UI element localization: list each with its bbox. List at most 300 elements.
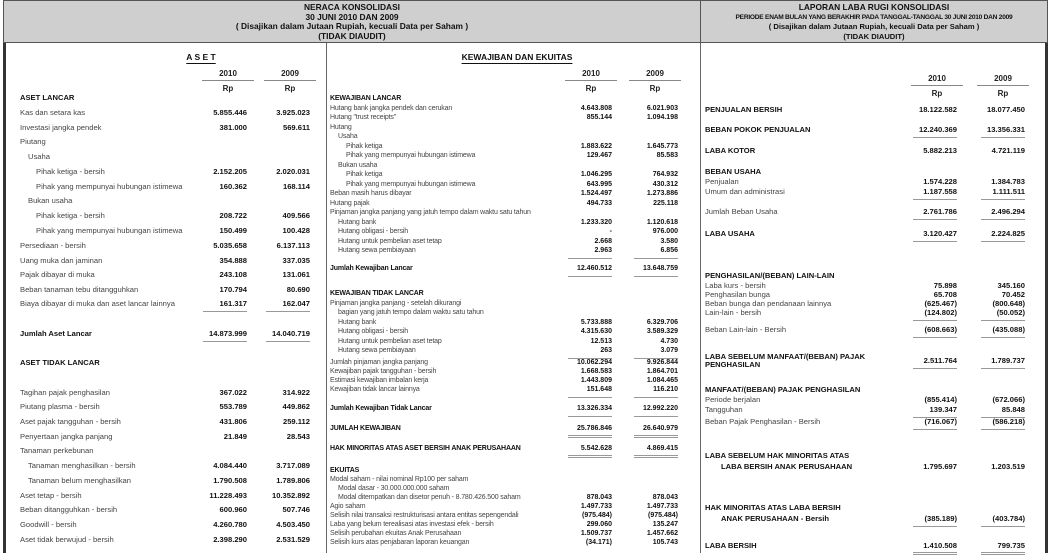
row-label: Persediaan - bersih <box>20 241 86 250</box>
statement-row <box>327 171 700 181</box>
currency-label: Rp <box>585 84 597 93</box>
row-value-2010: 14.873.999 <box>203 330 247 342</box>
statement-row <box>6 300 326 310</box>
row-label: Hutang bank jangka pendek dan cerukan <box>330 104 453 112</box>
row-label: Beban Pajak Penghasilan - Bersih <box>705 417 821 426</box>
statement-row <box>6 389 326 399</box>
row-value-2009: 3.079 <box>634 347 678 359</box>
row-value-2009: 26.640.979 <box>634 425 678 438</box>
row-label: HAK MINORITAS ATAS ASET BERSIH ANAK PERUSAHAAN <box>330 445 521 452</box>
row-value-2009: 799.735 <box>981 542 1025 555</box>
statement-row <box>701 515 1045 525</box>
statement-row <box>6 109 326 119</box>
currency-label: Rp <box>649 84 661 93</box>
row-label: Penjualan <box>705 177 739 186</box>
row-value-2010: 367.022 <box>219 388 247 397</box>
row-label: Beban masih harus dibayar <box>330 190 412 197</box>
row-value-2010: 2.511.764 <box>913 357 957 369</box>
statement-row <box>701 126 1045 136</box>
statement-row <box>6 418 326 428</box>
statement-row <box>6 492 326 502</box>
statement-row <box>6 447 326 457</box>
row-label: LABA BERSIH <box>705 541 757 550</box>
row-label: Tanaman menghasilkan - bersih <box>28 461 136 470</box>
income-audit: (TIDAK DIAUDIT) <box>843 31 905 41</box>
liabilities-panel <box>327 43 701 553</box>
row-value-2009: 430.312 <box>652 180 678 188</box>
row-value-2010: 25.786.846 <box>568 425 612 438</box>
row-value-2009: 4.503.450 <box>276 520 310 529</box>
statement-row <box>701 406 1045 416</box>
statement-row <box>327 290 700 300</box>
statement-row <box>327 265 700 275</box>
year-header-2010: 2010 <box>911 74 963 86</box>
row-label: Tanaman perkebunan <box>20 446 94 455</box>
statement-row <box>701 452 1045 462</box>
row-label: Goodwill - bersih <box>20 520 77 529</box>
row-value-2009: 105.743 <box>652 539 678 546</box>
row-value-2010: (124.802) <box>913 309 957 321</box>
row-value-2009: 162.047 <box>266 300 310 312</box>
statement-row <box>6 197 326 207</box>
row-value-2009: 449.862 <box>282 402 310 411</box>
statement-row <box>327 105 700 115</box>
row-label: Kas dan setara kas <box>20 108 86 117</box>
row-label: Hutang pajak <box>330 199 370 207</box>
row-label: Pajak dibayar di muka <box>20 270 95 279</box>
statement-row <box>6 168 326 178</box>
row-label: Hutang bank <box>338 318 377 326</box>
row-value-2009: (435.088) <box>981 326 1025 338</box>
row-value-2010: 18.122.582 <box>918 105 957 114</box>
row-value-2009: 10.352.892 <box>271 491 310 500</box>
row-value-2009: 12.992.220 <box>634 405 678 417</box>
row-value-2010: 12.240.369 <box>913 126 957 138</box>
row-value-2010: 243.108 <box>219 270 247 279</box>
row-label: Jumlah Kewajiban Tidak Lancar <box>330 405 432 412</box>
row-value-2009: 1.497.733 <box>646 503 678 510</box>
statement-row <box>6 183 326 193</box>
row-label: Pihak yang mempunyai hubungan istimewa <box>346 180 476 188</box>
row-value-2010: (34.171) <box>585 539 612 546</box>
income-note: ( Disajikan dalam Jutaan Rupiah, kecuali Data per Saham ) <box>768 22 980 32</box>
balance-sheet-header <box>3 0 701 43</box>
row-label: ASET LANCAR <box>20 93 75 102</box>
row-value-2009: 314.922 <box>282 388 310 397</box>
row-label: Laba yang belum terealisasi atas investasi efek - bersih <box>330 521 494 528</box>
row-value-2009: 2.224.825 <box>981 230 1025 242</box>
row-value-2009: 1.789.806 <box>276 476 310 485</box>
row-label: Pinjaman jangka panjang - setelah dikurangi <box>330 299 462 307</box>
row-label: Penyertaan jangka panjang <box>20 432 113 441</box>
row-label: LABA SEBELUM HAK MINORITAS ATAS <box>705 451 850 460</box>
statement-row <box>327 228 700 238</box>
row-value-2009: 1.111.511 <box>981 188 1025 200</box>
row-value-2010: 5.035.658 <box>213 241 247 250</box>
row-label: Hutang "trust receipts" <box>330 114 397 121</box>
currency-label: Rp <box>931 89 943 98</box>
row-label: Hutang obligasi - bersih <box>338 328 408 335</box>
statement-row <box>6 242 326 252</box>
row-label: Jumlah pinjaman jangka panjang <box>330 359 428 366</box>
row-label: Kewajiban pajak tangguhan - bersih <box>330 368 437 375</box>
row-label: Piutang plasma - bersih <box>20 402 100 411</box>
row-value-2009: 6.021.903 <box>646 104 678 112</box>
statement-row <box>701 230 1045 240</box>
statement-row <box>701 147 1045 157</box>
row-value-2009: 6.856 <box>634 247 678 259</box>
row-value-2010: (625.467) <box>924 299 957 308</box>
row-value-2010: 1.509.737 <box>580 530 612 537</box>
row-value-2009: 1.864.701 <box>646 368 678 375</box>
row-value-2009: 6.137.113 <box>276 241 310 250</box>
row-label: Lain-lain - bersih <box>705 308 762 317</box>
row-value-2009: 764.932 <box>652 171 678 178</box>
balance-date: 30 JUNI 2010 DAN 2009 <box>305 11 399 22</box>
row-value-2010: 2.152.205 <box>213 167 247 176</box>
statement-row <box>6 124 326 134</box>
row-label: Pihak yang mempunyai hubungan istimewa <box>36 182 183 191</box>
row-label: MANFAAT/(BEBAN) PAJAK PENGHASILAN <box>705 385 861 394</box>
statement-row <box>701 504 1045 514</box>
statement-row <box>327 181 700 191</box>
statement-row <box>6 138 326 148</box>
statement-row <box>327 209 700 219</box>
row-label: Beban Lain-lain - Bersih <box>705 325 787 334</box>
row-value-2009: 1.120.618 <box>646 218 678 226</box>
statement-row <box>701 542 1045 552</box>
row-value-2009: (672.066) <box>992 395 1025 404</box>
balance-note: ( Disajikan dalam Jutaan Rupiah, kecuali Data per Saham ) <box>235 21 469 32</box>
statement-row <box>327 539 700 549</box>
statement-row <box>6 521 326 531</box>
row-label: KEWAJIBAN TIDAK LANCAR <box>330 290 424 297</box>
statement-row <box>327 319 700 329</box>
statement-row <box>327 405 700 415</box>
row-value-2009: 507.746 <box>282 505 310 514</box>
statement-row <box>701 309 1045 319</box>
statement-row <box>327 219 700 229</box>
row-value-2010: 4.643.808 <box>580 104 612 112</box>
row-value-2010: 1.187.558 <box>913 188 957 200</box>
row-label: Hutang untuk pembelian aset tetap <box>338 237 442 245</box>
statement-row <box>327 386 700 396</box>
row-label: Hutang sewa pembiayaan <box>338 247 416 254</box>
row-value-2010: (975.484) <box>582 512 612 519</box>
statement-row <box>327 152 700 162</box>
statement-row <box>701 326 1045 336</box>
statement-row <box>701 396 1045 406</box>
row-value-2009: (50.052) <box>981 309 1025 321</box>
row-value-2009: (403.784) <box>981 515 1025 527</box>
row-label: Pihak yang mempunyai hubungan istimewa <box>36 226 183 235</box>
row-value-2010: 1.410.508 <box>913 542 957 555</box>
row-value-2010: 600.960 <box>219 505 247 514</box>
row-label: Kewajiban tidak lancar lainnya <box>330 386 420 393</box>
row-value-2010: 139.347 <box>913 406 957 418</box>
row-value-2010: 354.888 <box>219 256 247 265</box>
row-label: Bukan usaha <box>28 196 73 205</box>
row-label: Aset tetap - bersih <box>20 491 82 500</box>
row-label: Uang muka dan jaminan <box>20 256 103 265</box>
row-label: Tagihan pajak penghasilan <box>20 388 110 397</box>
row-value-2010: 161.317 <box>203 300 247 312</box>
row-label: LABA BERSIH ANAK PERUSAHAAN <box>721 462 853 471</box>
statement-row <box>327 114 700 124</box>
row-value-2009: 2.531.529 <box>276 535 310 544</box>
row-value-2009: 3.589.329 <box>646 328 678 335</box>
row-label: Jumlah Beban Usaha <box>705 207 778 216</box>
row-label: Hutang sewa pembiayaan <box>338 347 416 354</box>
row-value-2010: 1.524.497 <box>580 190 612 197</box>
row-label: Periode berjalan <box>705 395 761 404</box>
row-value-2009: 28.543 <box>286 432 310 441</box>
row-value-2010: - <box>609 228 612 235</box>
year-header-2010: 2010 <box>202 69 254 81</box>
row-value-2010: 208.722 <box>219 211 247 220</box>
row-value-2009: 13.356.331 <box>981 126 1025 138</box>
row-value-2009: (975.484) <box>648 512 678 519</box>
currency-label: Rp <box>222 84 234 93</box>
row-value-2009: 85.583 <box>656 152 678 159</box>
row-label: Biaya dibayar di muka dan aset lancar lainnya <box>20 299 175 308</box>
statement-row <box>701 418 1045 428</box>
row-value-2010: 878.043 <box>586 494 612 501</box>
row-label: Pihak ketiga - bersih <box>36 211 105 220</box>
statement-row <box>701 188 1045 198</box>
row-value-2009: 131.061 <box>282 270 310 279</box>
row-label: Selisih kurs atas penjabaran laporan keuangan <box>330 539 470 546</box>
year-header-2009: 2009 <box>629 69 681 81</box>
row-label: Estimasi kewajiban imbalan kerja <box>330 377 429 384</box>
row-value-2010: 855.144 <box>586 114 612 121</box>
row-label: LABA USAHA <box>705 229 755 238</box>
row-value-2009: 976.000 <box>652 228 678 235</box>
statement-row <box>327 133 700 143</box>
row-label: Modal ditempatkan dan disetor penuh - 8.780.426.500 saham <box>338 494 521 501</box>
row-value-2010: 643.995 <box>586 180 612 188</box>
row-value-2009: 2.496.294 <box>981 208 1025 220</box>
row-value-2010: 11.228.493 <box>209 491 247 500</box>
income-period: PERIODE ENAM BULAN YANG BERAKHIR PADA TANGGAL-TANGGAL 30 JUNI 2010 DAN 2009 <box>735 13 1013 21</box>
row-value-2010: 150.499 <box>219 226 247 235</box>
row-value-2010: 2.761.786 <box>913 208 957 220</box>
row-value-2009: (800.648) <box>992 299 1025 308</box>
year-header-2009: 2009 <box>977 74 1029 86</box>
row-value-2010: 129.467 <box>586 152 612 159</box>
year-header-2009: 2009 <box>264 69 316 81</box>
row-value-2009: 80.690 <box>286 285 310 294</box>
statement-row <box>6 462 326 472</box>
statement-row <box>327 124 700 134</box>
income-title: LAPORAN LABA RUGI KONSOLIDASI <box>798 2 950 12</box>
row-label: Hutang untuk pembelian aset tetap <box>338 337 442 345</box>
statement-row <box>6 257 326 267</box>
statement-row <box>701 208 1045 218</box>
row-value-2010: 4.084.440 <box>213 461 247 470</box>
row-value-2010: 431.806 <box>219 417 247 426</box>
row-value-2010: 21.849 <box>223 432 247 441</box>
row-value-2009: 18.077.450 <box>986 105 1025 114</box>
row-value-2010: 1.668.583 <box>580 368 612 375</box>
row-value-2010: (385.189) <box>913 515 957 527</box>
row-value-2010: (716.067) <box>913 418 957 430</box>
statement-row <box>327 162 700 172</box>
row-value-2009: 13.648.759 <box>634 265 678 277</box>
row-value-2009: 878.043 <box>652 494 678 501</box>
row-label: Selisih perubahan ekuitas Anak Perusahaan <box>330 530 462 537</box>
row-value-2009: 6.329.706 <box>646 318 678 326</box>
statement-row <box>327 425 700 435</box>
statement-row <box>6 359 326 369</box>
statement-row <box>327 300 700 310</box>
row-label: PENGHASILAN/(BEBAN) LAIN-LAIN <box>705 271 835 280</box>
row-label: ASET TIDAK LANCAR <box>20 358 100 367</box>
row-label: Hutang obligasi - bersih <box>338 228 408 235</box>
row-value-2009: 135.247 <box>652 521 678 528</box>
row-value-2010: 12.460.512 <box>568 265 612 277</box>
row-value-2009: 259.112 <box>282 417 310 426</box>
row-value-2010: 65.708 <box>933 290 957 299</box>
row-label: Hutang <box>330 123 352 131</box>
row-value-2009: 345.160 <box>997 281 1025 290</box>
statement-row <box>327 309 700 319</box>
row-label: Hutang bank <box>338 218 377 226</box>
statement-row <box>327 347 700 357</box>
row-value-2009: 2.020.031 <box>276 167 310 176</box>
row-value-2010: 5.882.213 <box>923 146 957 155</box>
row-value-2010: 4.260.780 <box>213 520 247 529</box>
statement-row <box>6 286 326 296</box>
statement-row <box>6 536 326 546</box>
row-label: Aset tidak berwujud - bersih <box>20 535 114 544</box>
row-label: JUMLAH KEWAJIBAN <box>330 425 401 432</box>
statement-row <box>701 106 1045 116</box>
row-value-2010: 1.574.228 <box>923 177 957 186</box>
row-label: Umum dan administrasi <box>705 187 785 196</box>
row-value-2009: 3.580 <box>660 237 678 245</box>
row-label: HAK MINORITAS ATAS LABA BERSIH <box>705 503 841 512</box>
statement-row <box>6 153 326 163</box>
row-label: Aset pajak tangguhan - bersih <box>20 417 121 426</box>
row-label: Pihak ketiga <box>346 171 383 178</box>
income-panel <box>701 43 1048 553</box>
row-value-2010: 263 <box>568 347 612 359</box>
statement-row <box>701 352 1045 370</box>
row-label: Piutang <box>20 137 46 146</box>
row-value-2009: 1.789.737 <box>981 357 1025 369</box>
row-value-2009: 409.566 <box>282 211 310 220</box>
row-value-2009: 1.457.662 <box>646 530 678 537</box>
row-label: KEWAJIBAN LANCAR <box>330 95 402 102</box>
row-label: LABA KOTOR <box>705 146 756 155</box>
statement-row <box>6 477 326 487</box>
row-label: ANAK PERUSAHAAN - Bersih <box>721 514 830 523</box>
statement-row <box>327 445 700 455</box>
row-label: LABA SEBELUM MANFAAT/(BEBAN) PAJAK PENGHASILAN <box>705 352 866 370</box>
row-value-2010: 494.733 <box>586 199 612 207</box>
balance-title: NERACA KONSOLIDASI <box>303 2 400 12</box>
row-value-2009: 4.869.415 <box>634 445 678 458</box>
row-value-2010: 10.062.294 <box>576 359 612 366</box>
row-label: EKUITAS <box>330 467 360 474</box>
row-value-2010: 299.060 <box>586 521 612 528</box>
row-value-2010: 2.398.290 <box>213 535 247 544</box>
row-label: Laba kurs - bersih <box>705 281 766 290</box>
row-value-2009: 225.118 <box>653 199 678 207</box>
row-label: Jumlah Aset Lancar <box>20 329 92 338</box>
statement-row <box>6 506 326 516</box>
statement-row <box>6 227 326 237</box>
row-label: Usaha <box>28 152 50 161</box>
row-label: Agio saham <box>330 503 366 510</box>
row-value-2010: 3.120.427 <box>913 230 957 242</box>
row-label: Selisih nilai transaksi restrukturisasi antara entitas sepengendali <box>330 512 519 519</box>
statement-row <box>327 95 700 105</box>
row-value-2009: 1.645.773 <box>646 142 678 150</box>
currency-label: Rp <box>284 84 296 93</box>
row-value-2010: 1.046.295 <box>580 171 612 178</box>
assets-title: A S E T <box>186 52 216 62</box>
statement-row <box>701 463 1045 473</box>
row-value-2009: 4.730 <box>660 337 678 345</box>
statement-row <box>327 143 700 153</box>
statement-row <box>327 190 700 200</box>
row-value-2010: 5.733.888 <box>580 318 612 326</box>
row-label: Pihak yang mempunyai hubungan istimewa <box>346 152 476 159</box>
statement-row <box>327 247 700 257</box>
statement-row <box>327 200 700 210</box>
row-label: Usaha <box>338 133 358 140</box>
row-label: Beban ditangguhkan - bersih <box>20 505 118 514</box>
row-value-2010: 75.898 <box>933 281 957 290</box>
row-value-2010: 160.362 <box>219 182 247 191</box>
row-label: Modal dasar - 30.000.000.000 saham <box>338 485 450 492</box>
row-value-2009: 1.273.886 <box>646 190 678 197</box>
row-label: Jumlah Kewajiban Lancar <box>330 265 413 272</box>
row-value-2009: 569.611 <box>282 123 310 132</box>
row-value-2009: 168.114 <box>282 182 310 191</box>
income-statement-header <box>700 0 1048 43</box>
statement-row <box>327 238 700 248</box>
statement-row <box>6 433 326 443</box>
row-value-2010: (855.414) <box>924 395 957 404</box>
row-value-2010: (608.663) <box>913 326 957 338</box>
row-value-2010: 1.443.809 <box>580 377 612 384</box>
row-value-2010: 1.233.320 <box>580 218 612 226</box>
row-value-2009: 337.035 <box>282 256 310 265</box>
row-value-2010: 553.789 <box>219 402 247 411</box>
row-label: bagian yang jatuh tempo dalam waktu satu tahun <box>338 309 484 316</box>
row-label: Modal saham - nilai nominal Rp100 per saham <box>330 476 469 483</box>
row-value-2009: 116.210 <box>634 386 678 398</box>
row-value-2010: 5.542.628 <box>568 445 612 458</box>
year-header-2010: 2010 <box>565 69 617 81</box>
row-label: Pihak ketiga <box>346 142 383 150</box>
row-value-2009: 1.203.519 <box>991 462 1025 471</box>
row-value-2009: 85.848 <box>981 406 1025 418</box>
row-value-2010: 13.326.334 <box>568 405 612 417</box>
row-value-2010: 170.794 <box>219 285 247 294</box>
statement-row <box>6 330 326 340</box>
row-value-2009: 70.452 <box>1001 290 1025 299</box>
row-value-2009: 14.040.719 <box>266 330 310 342</box>
statement-row <box>327 328 700 338</box>
row-value-2010: 381.000 <box>219 123 247 132</box>
row-value-2009: 3.717.089 <box>276 461 310 470</box>
row-label: Pinjaman jangka panjang yang jatuh tempo dalam waktu satu tahun <box>330 209 531 216</box>
row-value-2009: 100.428 <box>282 226 310 235</box>
